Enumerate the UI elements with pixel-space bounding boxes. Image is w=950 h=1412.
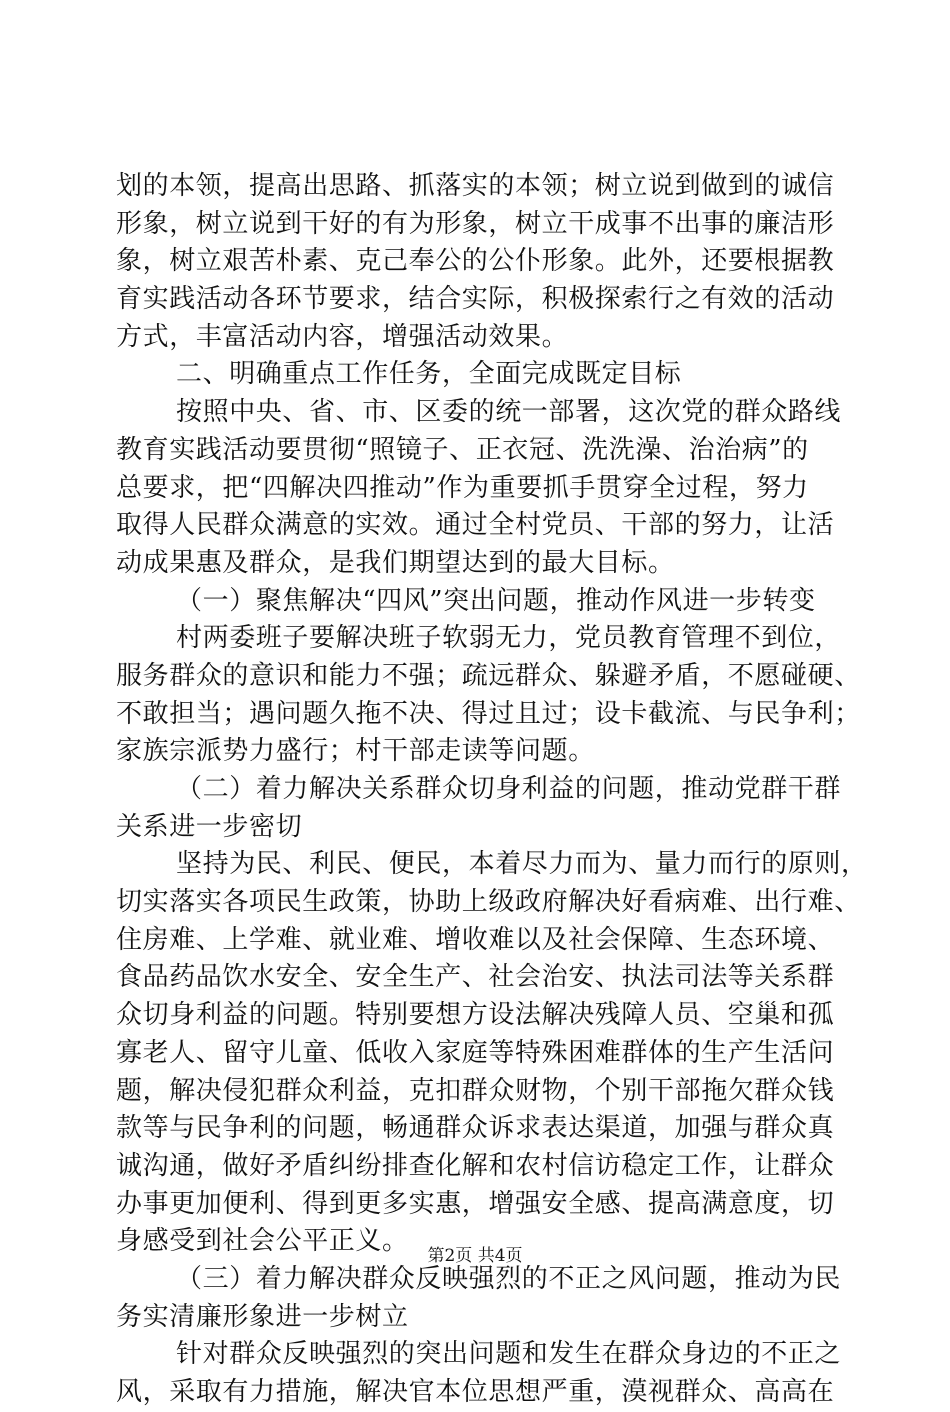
body-line: 教育实践活动要贯彻“照镜子、正衣冠、洗洗澡、治治病”的 xyxy=(116,434,809,465)
body-line: 住房难、上学难、就业难、增收难以及社会保障、生态环境、 xyxy=(116,924,835,955)
body-line: 象，树立艰苦朴素、克己奉公的公仆形象。此外，还要根据教 xyxy=(116,246,835,277)
body-line: 育实践活动各环节要求，结合实际，积极探索行之有效的活动 xyxy=(116,284,835,315)
body-line: 众切身利益的问题。特别要想方设法解决残障人员、空巢和孤 xyxy=(116,1000,835,1031)
body-line: 款等与民争利的问题，畅通群众诉求表达渠道，加强与群众真 xyxy=(116,1113,835,1144)
body-line: 取得人民群众满意的实效。通过全村党员、干部的努力，让活 xyxy=(116,510,835,541)
body-line: 题，解决侵犯群众利益，克扣群众财物，个别干部拖欠群众钱 xyxy=(116,1075,835,1106)
subsection-heading-continued: 关系进一步密切 xyxy=(116,811,303,842)
body-line: 按照中央、省、市、区委的统一部署，这次党的群众路线 xyxy=(176,397,842,428)
body-line: 切实落实各项民生政策，协助上级政府解决好看病难、出行难、 xyxy=(116,887,861,918)
body-line: 动成果惠及群众，是我们期望达到的最大目标。 xyxy=(116,547,675,578)
body-line: 坚持为民、利民、便民，本着尽力而为、量力而行的原则， xyxy=(176,849,868,880)
body-line: 方式，丰富活动内容，增强活动效果。 xyxy=(116,321,569,352)
body-line: 办事更加便利、得到更多实惠，增强安全感、提高满意度，切 xyxy=(116,1188,835,1219)
subsection-heading: （三）着力解决群众反映强烈的不正之风问题，推动为民 xyxy=(176,1263,842,1294)
body-line: 诚沟通，做好矛盾纠纷排查化解和农村信访稳定工作，让群众 xyxy=(116,1150,835,1181)
subsection-heading-continued: 务实清廉形象进一步树立 xyxy=(116,1301,409,1332)
body-line: 划的本领，提高出思路、抓落实的本领；树立说到做到的诚信 xyxy=(116,171,835,201)
body-line: 家族宗派势力盛行；村干部走读等问题。 xyxy=(116,736,595,767)
page-number-footer: 第2页 共4页 xyxy=(427,1246,523,1266)
body-line: 服务群众的意识和能力不强；疏远群众、躲避矛盾，不愿碰硬、 xyxy=(116,660,861,691)
subsection-heading: （一）聚焦解决“四风”突出问题，推动作风进一步转变 xyxy=(176,585,816,616)
body-line: 寡老人、留守儿童、低收入家庭等特殊困难群体的生产生活问 xyxy=(116,1037,835,1068)
body-line: 村两委班子要解决班子软弱无力，党员教育管理不到位， xyxy=(176,623,842,654)
subsection-heading: （二）着力解决关系群众切身利益的问题，推动党群干群 xyxy=(176,774,842,804)
body-line: 针对群众反映强烈的突出问题和发生在群众身边的不正之 xyxy=(176,1339,842,1370)
body-line: 身感受到社会公平正义。 xyxy=(116,1226,409,1257)
body-line: 总要求，把“四解决四推动”作为重要抓手贯穿全过程，努力 xyxy=(116,472,809,503)
document-body xyxy=(116,168,868,1412)
body-line: 不敢担当；遇问题久拖不决、得过且过；设卡截流、与民争利； xyxy=(116,698,861,729)
section-heading: 二、明确重点工作任务，全面完成既定目标 xyxy=(176,359,682,390)
body-line: 食品药品饮水安全、安全生产、社会治安、执法司法等关系群 xyxy=(116,962,835,993)
body-line: 风，采取有力措施，解决官本位思想严重，漠视群众、高高在 xyxy=(116,1377,835,1407)
body-line: 形象，树立说到干好的有为形象，树立干成事不出事的廉洁形 xyxy=(116,208,835,239)
